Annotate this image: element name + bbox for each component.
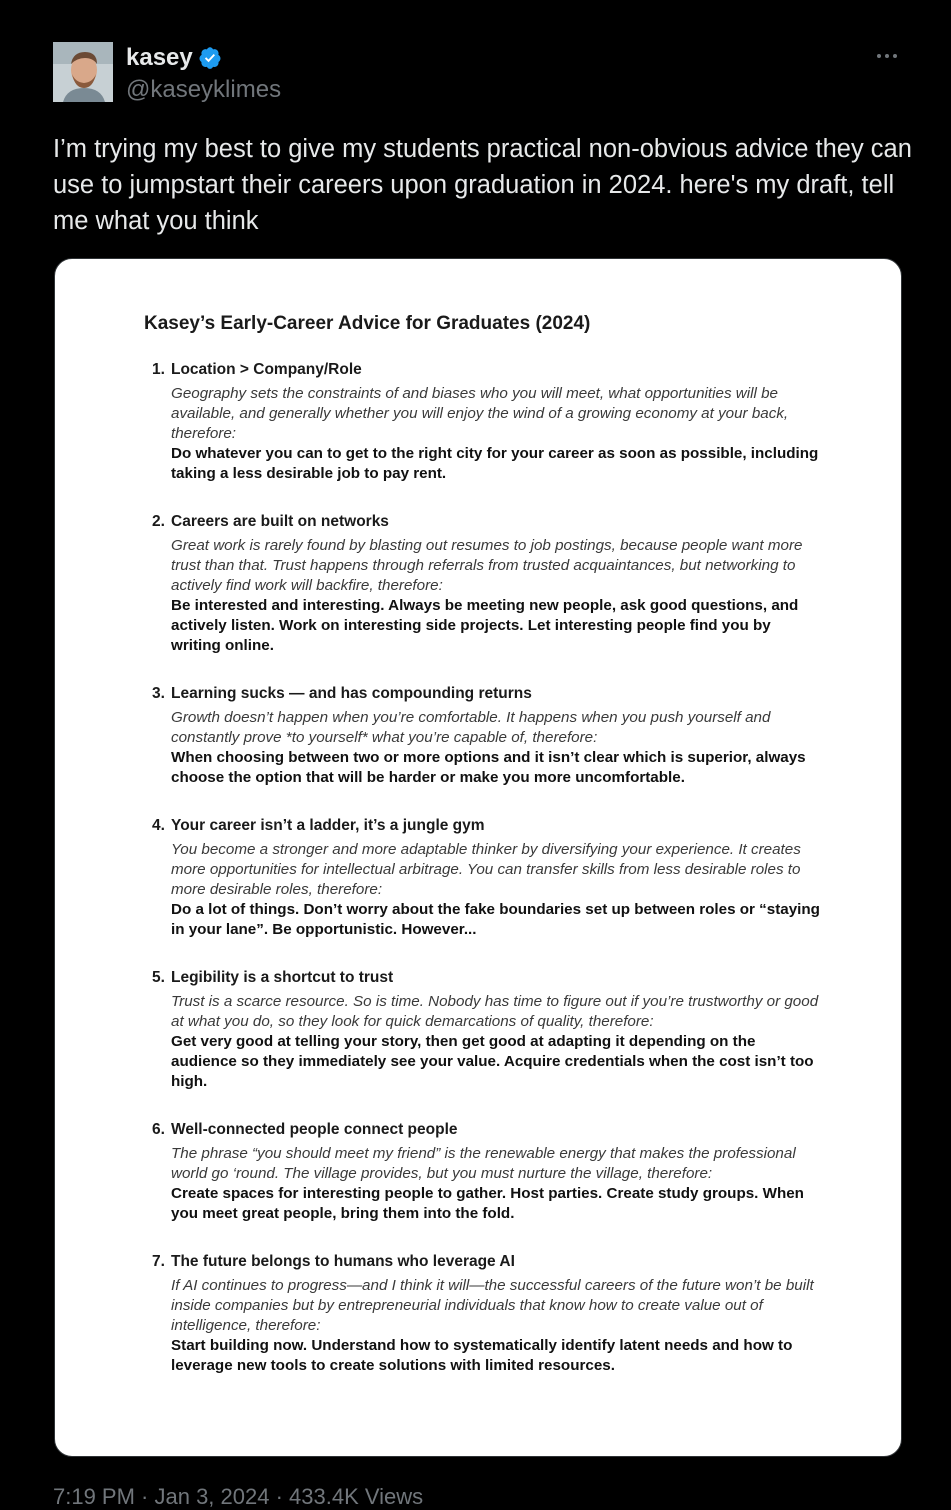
advice-item bbox=[144, 967, 824, 1092]
verified-badge-icon bbox=[198, 46, 222, 70]
item-number: 4. bbox=[152, 817, 165, 834]
item-description: If AI continues to progress—and I think it will—the successful careers of the future won’t be built inside companies but by entrepreneurial individuals that know how to create value out of intelligence, therefore: bbox=[171, 1277, 814, 1334]
item-body bbox=[171, 536, 824, 656]
item-body bbox=[171, 840, 824, 940]
item-action: When choosing between two or more options and it isn’t clear which is superior, always choose the option that will be harder or make you more uncomfortable. bbox=[171, 749, 806, 786]
advice-item bbox=[144, 683, 824, 788]
advice-item bbox=[144, 815, 824, 940]
item-action: Do whatever you can to get to the right city for your career as soon as possible, including taking a less desirable job to pay rent. bbox=[171, 445, 819, 482]
item-number: 3. bbox=[152, 685, 165, 702]
item-action: Start building now. Understand how to systematically identify latent needs and how to leverage new tools to create solutions with limited resources. bbox=[171, 1337, 793, 1374]
tweet-timestamp[interactable]: 7:19 PM · Jan 3, 2024 · 433.4K Views bbox=[53, 1484, 424, 1509]
advice-item bbox=[144, 1119, 824, 1224]
item-title: Learning sucks — and has compounding returns bbox=[171, 685, 532, 702]
item-title: Legibility is a shortcut to trust bbox=[171, 969, 394, 986]
item-heading bbox=[152, 511, 824, 533]
tweet-text: I’m trying my best to give my students practical non-obvious advice they can use to jumpstart their careers upon graduation in 2024. here's my draft, tell me what you think bbox=[53, 135, 912, 235]
item-description: The phrase “you should meet my friend” is the renewable energy that makes the professional world go ‘round. The village provides, but you must nurture the village, therefore: bbox=[171, 1145, 796, 1182]
item-action: Create spaces for interesting people to gather. Host parties. Create study groups. When you meet great people, bring them into the fold. bbox=[171, 1185, 804, 1222]
item-title: Well-connected people connect people bbox=[171, 1121, 458, 1138]
item-action: Do a lot of things. Don’t worry about the fake boundaries set up between roles or “staying in your lane”. Be opportunistic. However... bbox=[171, 901, 820, 938]
tweet-header bbox=[53, 41, 281, 103]
more-horizontal-icon bbox=[875, 44, 899, 68]
item-heading bbox=[152, 359, 824, 381]
advice-item bbox=[144, 511, 824, 656]
item-description: Geography sets the constraints of and biases who you will meet, what opportunities will be available, and generally whether you will enjoy the wind of a growing economy at your back, therefore: bbox=[171, 385, 789, 442]
item-title: The future belongs to humans who leverage AI bbox=[171, 1253, 515, 1270]
item-heading bbox=[152, 815, 824, 837]
item-body bbox=[171, 384, 824, 484]
item-number: 2. bbox=[152, 513, 165, 530]
item-body bbox=[171, 1144, 824, 1224]
item-description: Trust is a scarce resource. So is time. Nobody has time to figure out if you’re trustworthy or good at what you do, so they look for quick demarcations of quality, therefore: bbox=[171, 993, 819, 1030]
more-button[interactable] bbox=[875, 44, 899, 68]
item-heading bbox=[152, 683, 824, 705]
avatar-photo-icon bbox=[53, 42, 113, 102]
item-body bbox=[171, 1276, 824, 1376]
advice-item bbox=[144, 1251, 824, 1376]
handle[interactable]: @kaseyklimes bbox=[126, 75, 282, 103]
avatar[interactable] bbox=[53, 42, 113, 102]
attached-image[interactable] bbox=[54, 258, 902, 1457]
item-number: 5. bbox=[152, 969, 165, 986]
item-number: 1. bbox=[152, 361, 165, 378]
item-title: Careers are built on networks bbox=[171, 513, 389, 530]
item-description: Great work is rarely found by blasting out resumes to job postings, because people want more trust than that. Trust happens through referrals from trusted acquaintances, but networking to actively find work will backfire, therefore: bbox=[171, 537, 803, 594]
user-info bbox=[126, 41, 281, 104]
item-action: Get very good at telling your story, then get good at adapting it depending on the audience so they immediately see your value. Acquire credentials when the cost isn’t too high. bbox=[171, 1033, 814, 1090]
item-heading bbox=[152, 1119, 824, 1141]
item-title: Your career isn’t a ladder, it’s a jungle gym bbox=[171, 817, 485, 834]
item-title: Location > Company/Role bbox=[171, 361, 362, 378]
item-action: Be interested and interesting. Always be meeting new people, ask good questions, and actively listen. Work on interesting side projects. Let interesting people find you by writing online. bbox=[171, 597, 799, 654]
item-number: 7. bbox=[152, 1253, 165, 1270]
display-name[interactable]: kasey bbox=[126, 43, 193, 71]
document-title: Kasey’s Early-Career Advice for Graduates (2024) bbox=[144, 313, 591, 334]
item-body bbox=[171, 992, 824, 1092]
advice-document bbox=[144, 311, 824, 1403]
name-row bbox=[126, 41, 281, 75]
item-description: You become a stronger and more adaptable thinker by diversifying your experience. It creates more opportunities for intellectual arbitrage. You can transfer skills from less desirable roles to more desirable roles, therefore: bbox=[171, 841, 801, 898]
item-number: 6. bbox=[152, 1121, 165, 1138]
advice-item bbox=[144, 359, 824, 484]
item-heading bbox=[152, 1251, 824, 1273]
item-description: Growth doesn’t happen when you’re comfortable. It happens when you push yourself and constantly prove *to yourself* what you’re capable of, therefore: bbox=[171, 709, 771, 746]
item-heading bbox=[152, 967, 824, 989]
item-body bbox=[171, 708, 824, 788]
